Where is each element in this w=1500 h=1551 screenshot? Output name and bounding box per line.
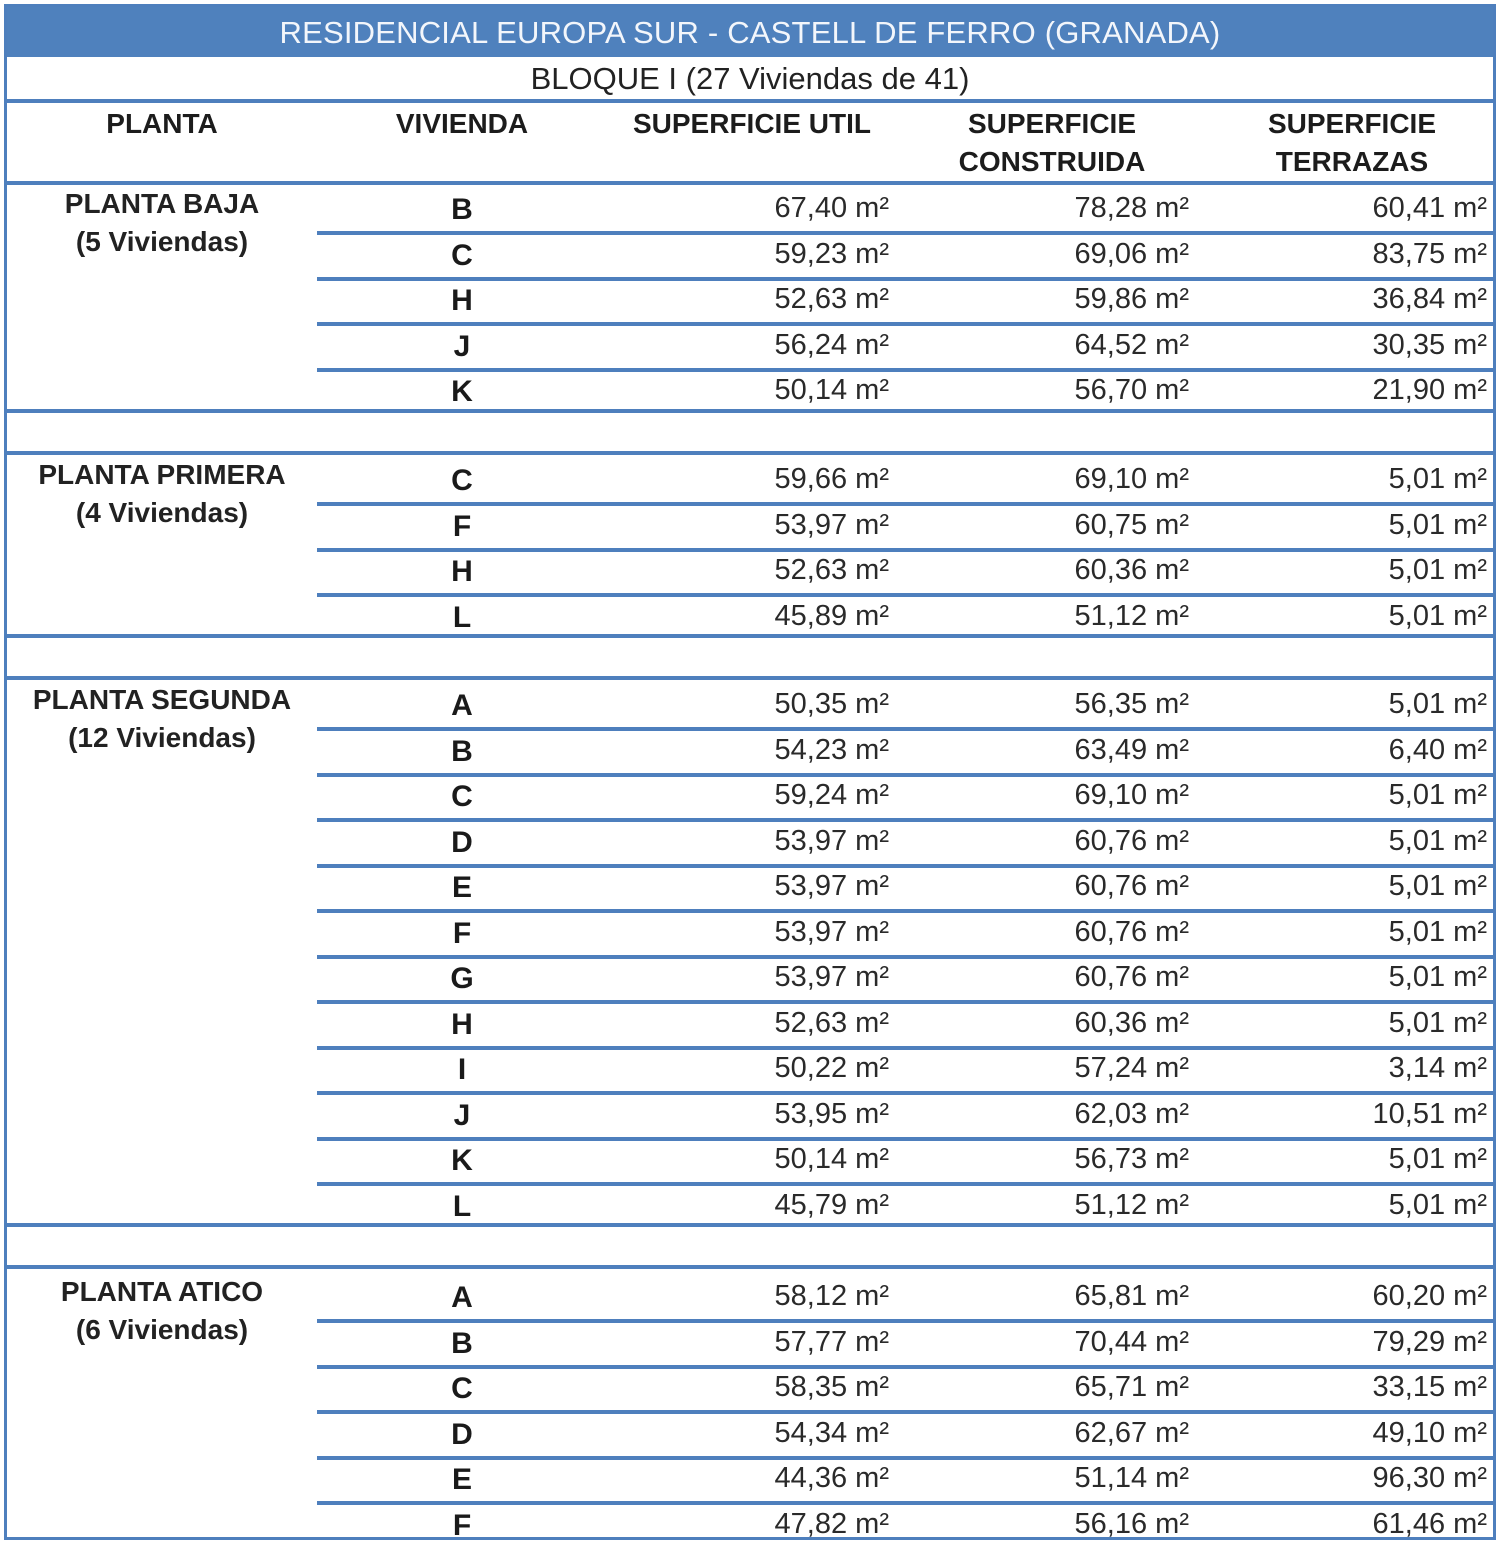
superficie-terrazas-value: 5,01 m² bbox=[1388, 599, 1487, 632]
table-row bbox=[317, 231, 1493, 281]
table-row bbox=[317, 727, 1493, 777]
table-row bbox=[317, 1455, 1493, 1505]
superficie-terrazas-value: 3,14 m² bbox=[1388, 1052, 1487, 1084]
group-divider bbox=[7, 634, 1493, 638]
superficie-construida-value: 59,86 m² bbox=[1074, 283, 1189, 315]
table-row bbox=[317, 1045, 1493, 1095]
superficie-util-value: 59,66 m² bbox=[774, 463, 889, 495]
superficie-construida-value: 65,71 m² bbox=[1074, 1371, 1189, 1403]
table-row bbox=[317, 1136, 1493, 1186]
superficie-terrazas-value: 5,01 m² bbox=[1388, 824, 1487, 857]
floor-label bbox=[7, 185, 317, 261]
unit-letter: J bbox=[453, 1098, 471, 1132]
superficie-terrazas-value: 5,01 m² bbox=[1388, 508, 1487, 541]
block-subtitle: BLOQUE I (27 Viviendas de 41) bbox=[7, 57, 1493, 103]
unit-letter: A bbox=[451, 1281, 473, 1314]
header-superficie-terrazas-line2: TERRAZAS bbox=[1275, 146, 1429, 177]
floor-label bbox=[7, 1273, 317, 1349]
superficie-util-value: 50,22 m² bbox=[774, 1052, 889, 1084]
floor-label bbox=[7, 681, 317, 757]
unit-letter: J bbox=[453, 329, 471, 363]
superficie-util-value: 67,40 m² bbox=[774, 192, 889, 224]
table-row bbox=[317, 1182, 1493, 1228]
superficie-construida-value: 51,12 m² bbox=[1074, 599, 1189, 632]
superficie-construida-value: 56,70 m² bbox=[1074, 374, 1189, 406]
superficie-util-value: 45,89 m² bbox=[774, 599, 889, 632]
superficie-construida-value: 70,44 m² bbox=[1074, 1325, 1189, 1358]
superficie-terrazas-value: 5,01 m² bbox=[1388, 1188, 1487, 1221]
unit-letter: B bbox=[451, 734, 473, 768]
column-headers bbox=[7, 103, 1493, 185]
superficie-util-value: 47,82 m² bbox=[774, 1507, 889, 1540]
superficie-construida-value: 62,03 m² bbox=[1074, 1097, 1189, 1130]
superficie-util-value: 56,24 m² bbox=[774, 328, 889, 361]
superficie-util-value: 50,14 m² bbox=[774, 1143, 889, 1175]
table-row bbox=[317, 954, 1493, 1004]
table-row bbox=[317, 322, 1493, 372]
table-row bbox=[317, 1364, 1493, 1414]
table-title: RESIDENCIAL EUROPA SUR - CASTELL DE FERRO (GRANADA) bbox=[7, 7, 1493, 57]
superficie-construida-value: 56,35 m² bbox=[1074, 688, 1189, 720]
header-superficie-util bbox=[607, 105, 897, 143]
superficie-terrazas-value: 5,01 m² bbox=[1388, 779, 1487, 811]
superficie-terrazas-value: 10,51 m² bbox=[1372, 1097, 1487, 1130]
superficie-construida-value: 69,10 m² bbox=[1074, 779, 1189, 811]
superficie-terrazas-value: 5,01 m² bbox=[1388, 1006, 1487, 1039]
superficie-construida-value: 56,16 m² bbox=[1074, 1507, 1189, 1540]
unit-letter: I bbox=[457, 1053, 467, 1086]
table-row bbox=[317, 1091, 1493, 1141]
header-superficie-construida-line2: CONSTRUIDA bbox=[958, 146, 1146, 177]
floor-name: PLANTA PRIMERA bbox=[38, 459, 286, 490]
table-row bbox=[317, 772, 1493, 822]
superficie-util-value: 53,97 m² bbox=[774, 915, 889, 948]
superficie-terrazas-value: 5,01 m² bbox=[1388, 554, 1487, 586]
superficie-construida-value: 78,28 m² bbox=[1074, 192, 1189, 224]
header-superficie-construida-line1: SUPERFICIE bbox=[967, 108, 1137, 139]
superficie-util-value: 53,97 m² bbox=[774, 508, 889, 541]
unit-letter: E bbox=[451, 871, 472, 904]
superficie-util-value: 44,36 m² bbox=[774, 1462, 889, 1494]
superficie-terrazas-value: 60,41 m² bbox=[1372, 192, 1487, 224]
superficie-util-value: 59,24 m² bbox=[774, 779, 889, 811]
unit-letter: B bbox=[451, 1326, 473, 1360]
unit-letter: L bbox=[452, 600, 472, 634]
spacer-divider bbox=[7, 451, 1493, 455]
header-planta-label: PLANTA bbox=[106, 108, 218, 139]
superficie-terrazas-value: 49,10 m² bbox=[1372, 1416, 1487, 1449]
floor-name: PLANTA SEGUNDA bbox=[32, 684, 292, 715]
superficie-construida-value: 63,49 m² bbox=[1074, 733, 1189, 766]
superficie-terrazas-value: 61,46 m² bbox=[1372, 1507, 1487, 1540]
superficie-util-value: 54,23 m² bbox=[774, 733, 889, 766]
superficie-util-value: 52,63 m² bbox=[774, 283, 889, 315]
superficie-construida-value: 60,36 m² bbox=[1074, 1006, 1189, 1039]
superficie-util-value: 53,97 m² bbox=[774, 961, 889, 993]
group-divider bbox=[7, 409, 1493, 413]
unit-letter: F bbox=[452, 509, 472, 543]
floor-label bbox=[7, 456, 317, 532]
unit-letter: A bbox=[451, 689, 473, 722]
table-row bbox=[317, 818, 1493, 868]
superficie-terrazas-value: 33,15 m² bbox=[1372, 1371, 1487, 1403]
unit-letter: F bbox=[452, 916, 472, 950]
table-row bbox=[317, 909, 1493, 959]
unit-letter: C bbox=[451, 1372, 473, 1405]
table-row bbox=[317, 276, 1493, 326]
table-row bbox=[317, 456, 1493, 506]
floor-name: PLANTA ATICO bbox=[60, 1276, 264, 1307]
table-row bbox=[317, 547, 1493, 597]
unit-letter: G bbox=[450, 962, 474, 995]
unit-letter: B bbox=[451, 193, 473, 226]
superficie-construida-value: 60,75 m² bbox=[1074, 508, 1189, 541]
superficie-util-value: 52,63 m² bbox=[774, 1006, 889, 1039]
header-superficie-util-label: SUPERFICIE UTIL bbox=[632, 108, 871, 139]
spacer-divider bbox=[7, 676, 1493, 680]
superficie-util-value: 53,95 m² bbox=[774, 1097, 889, 1130]
superficie-terrazas-value: 30,35 m² bbox=[1372, 328, 1487, 361]
unit-letter: D bbox=[451, 825, 473, 859]
floor-name: PLANTA BAJA bbox=[64, 188, 260, 219]
floor-unit-count: (6 Viviendas) bbox=[75, 1314, 249, 1345]
superficie-terrazas-value: 79,29 m² bbox=[1372, 1325, 1487, 1358]
unit-letter: C bbox=[451, 464, 473, 497]
superficie-construida-value: 60,76 m² bbox=[1074, 961, 1189, 993]
table-row bbox=[317, 1000, 1493, 1050]
header-superficie-terrazas-line1: SUPERFICIE bbox=[1267, 108, 1437, 139]
unit-letter: D bbox=[451, 1417, 473, 1451]
superficie-terrazas-value: 5,01 m² bbox=[1388, 915, 1487, 948]
superficie-util-value: 53,97 m² bbox=[774, 870, 889, 902]
superficie-construida-value: 69,06 m² bbox=[1074, 237, 1189, 270]
surface-table bbox=[4, 4, 1496, 1540]
superficie-construida-value: 62,67 m² bbox=[1074, 1416, 1189, 1449]
superficie-construida-value: 51,14 m² bbox=[1074, 1462, 1189, 1494]
superficie-util-value: 54,34 m² bbox=[774, 1416, 889, 1449]
superficie-construida-value: 51,12 m² bbox=[1074, 1188, 1189, 1221]
spacer-divider bbox=[7, 1265, 1493, 1269]
unit-letter: F bbox=[452, 1508, 472, 1542]
superficie-util-value: 57,77 m² bbox=[774, 1325, 889, 1358]
table-row bbox=[317, 502, 1493, 552]
table-row bbox=[317, 185, 1493, 235]
unit-letter: K bbox=[451, 375, 473, 408]
unit-letter: C bbox=[451, 780, 473, 813]
superficie-construida-value: 60,36 m² bbox=[1074, 554, 1189, 586]
unit-letter: H bbox=[451, 284, 473, 317]
superficie-terrazas-value: 96,30 m² bbox=[1372, 1462, 1487, 1494]
superficie-util-value: 58,35 m² bbox=[774, 1371, 889, 1403]
superficie-util-value: 52,63 m² bbox=[774, 554, 889, 586]
header-vivienda-label: VIVIENDA bbox=[395, 108, 529, 139]
superficie-terrazas-value: 6,40 m² bbox=[1388, 733, 1487, 766]
unit-letter: E bbox=[451, 1463, 472, 1496]
table-row bbox=[317, 593, 1493, 639]
superficie-construida-value: 60,76 m² bbox=[1074, 824, 1189, 857]
table-row bbox=[317, 1410, 1493, 1460]
group-divider bbox=[7, 1223, 1493, 1227]
superficie-construida-value: 64,52 m² bbox=[1074, 328, 1189, 361]
superficie-construida-value: 57,24 m² bbox=[1074, 1052, 1189, 1084]
superficie-util-value: 50,35 m² bbox=[774, 688, 889, 720]
unit-letter: H bbox=[451, 555, 473, 588]
superficie-terrazas-value: 60,20 m² bbox=[1372, 1280, 1487, 1312]
floor-unit-count: (12 Viviendas) bbox=[68, 722, 256, 753]
table-row bbox=[317, 1501, 1493, 1547]
floor-unit-count: (4 Viviendas) bbox=[75, 497, 249, 528]
unit-letter: C bbox=[451, 238, 473, 272]
unit-letter: K bbox=[451, 1144, 473, 1177]
superficie-util-value: 50,14 m² bbox=[774, 374, 889, 406]
superficie-terrazas-value: 5,01 m² bbox=[1388, 961, 1487, 993]
superficie-construida-value: 60,76 m² bbox=[1074, 915, 1189, 948]
superficie-util-value: 58,12 m² bbox=[774, 1280, 889, 1312]
table-row bbox=[317, 681, 1493, 731]
unit-letter: H bbox=[451, 1007, 473, 1041]
unit-letter: L bbox=[452, 1189, 472, 1223]
superficie-construida-value: 56,73 m² bbox=[1074, 1143, 1189, 1175]
superficie-terrazas-value: 21,90 m² bbox=[1372, 374, 1487, 406]
header-superficie-construida bbox=[907, 105, 1197, 181]
header-vivienda bbox=[317, 105, 607, 143]
floor-unit-count: (5 Viviendas) bbox=[75, 226, 249, 257]
superficie-terrazas-value: 36,84 m² bbox=[1372, 283, 1487, 315]
superficie-terrazas-value: 5,01 m² bbox=[1388, 1143, 1487, 1175]
table-row bbox=[317, 1273, 1493, 1323]
superficie-construida-value: 69,10 m² bbox=[1074, 463, 1189, 495]
superficie-util-value: 59,23 m² bbox=[774, 237, 889, 270]
superficie-construida-value: 60,76 m² bbox=[1074, 870, 1189, 902]
header-superficie-terrazas bbox=[1207, 105, 1497, 181]
superficie-construida-value: 65,81 m² bbox=[1074, 1280, 1189, 1312]
superficie-terrazas-value: 5,01 m² bbox=[1388, 463, 1487, 495]
table-row bbox=[317, 1319, 1493, 1369]
superficie-util-value: 45,79 m² bbox=[774, 1188, 889, 1221]
superficie-terrazas-value: 5,01 m² bbox=[1388, 870, 1487, 902]
superficie-terrazas-value: 5,01 m² bbox=[1388, 688, 1487, 720]
header-planta bbox=[7, 105, 317, 143]
table-row bbox=[317, 863, 1493, 913]
table-row bbox=[317, 367, 1493, 413]
superficie-util-value: 53,97 m² bbox=[774, 824, 889, 857]
superficie-terrazas-value: 83,75 m² bbox=[1372, 237, 1487, 270]
